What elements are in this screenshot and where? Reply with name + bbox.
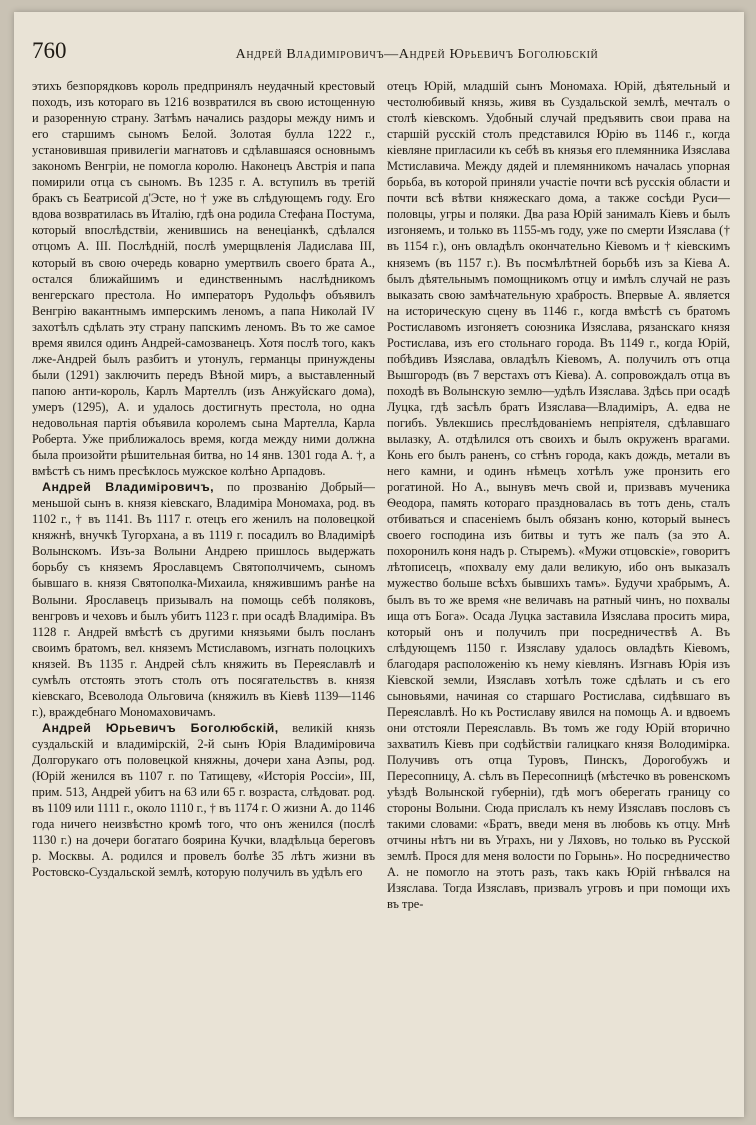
entry-headword: Андрей Юрьевичъ Боголюбскій, — [42, 720, 279, 735]
left-column — [32, 78, 375, 1109]
continued-paragraph: этихъ безпорядковъ король предпринялъ неудачный крестовый походъ, изъ котораго въ 1216 возвратился въ свою истощенную и разоренную страну. Затѣмъ начались раздоры между нимъ и его старшимъ сыномъ Белой. Золотая булла 1222 г., установившая привилегіи магнатовъ и сдѣлавшаяся основнымъ закономъ Венгріи, не помогла королю. Наконецъ Австрія и папа помирили отца съ сыномъ. Въ 1235 г. А. вступилъ въ третій бракъ съ Беатрисой д'Эсте, но † уже въ слѣдующемъ году. Его вдова возвратилась въ Италію, гдѣ она родила Стефана Постума, который впослѣдствіи, женившись на венеціанкѣ, сдѣлался отцомъ А. III. Послѣдній, послѣ умерщвленія Ладислава III, который въ свою очередь коварно умертвилъ своего брата А., остался ближайшимъ и единственнымъ наслѣдникомъ венгерскаго престола. Но императоръ Рудольфъ объявилъ Венгрію вакантнымъ имперскимъ леномъ, а папа Николай IV захотѣлъ сдѣлать эту страну папскимъ леномъ. Въ то же самое время явился одинъ Андрей-самозванецъ. Хотя послѣ того, какъ лже-Андрей былъ разбитъ и утонулъ, германцы принуждены были (1291) заключить передъ Вѣной миръ, а выставленный папою анти-король, Карлъ Мартеллъ (изъ Анжуйскаго дома), умеръ (1295), А. и удалось достигнуть престола, но одна недовольная партія объявила королемъ сына Мартелла, Карла Роберта. Уже приближалось время, когда между ними должна была произойти рѣшительная битва, но 14 янв. 1301 года А. †, а вмѣстѣ съ нимъ пресѣклось мужское колѣно Арпадовъ. — [32, 79, 375, 479]
page-number: 760 — [32, 38, 67, 63]
text-columns — [32, 78, 730, 1109]
continued-paragraph: отецъ Юрій, младшій сынъ Мономаха. Юрій, дѣятельный и честолюбивый князь, живя въ Суздальской землѣ, мечталъ о столѣ кіевскомъ. Удобный случай предъявить свои права на старшій русскій столъ представился Юрію въ 1146 г., когда кіевляне пригласили къ себѣ въ князья его племянника Изяслава Мстиславича. Между дядей и племянникомъ началась упорная борьба, въ которой приняли участіе почти всѣ русскія области и почти всѣ вѣтви княжескаго дома, а также сосѣди Руси—половцы, угры и поляки. Два раза Юрій занималъ Кіевъ и былъ изгоняемъ, и только въ 1155-мъ году, уже по смерти Изяслава († въ 1154 г.), онъ овладѣлъ окончательно Кіевомъ и † кіевскимъ княземъ (въ 1157 г.). Въ посмѣлѣтней борьбѣ изъ за Кіева А. былъ дѣятельнымъ помощникомъ отцу и имѣлъ случай не разъ выказать свою замѣчательную храбрость. Впервые А. является на историческую сцену въ 1146 г., когда вмѣстѣ съ братомъ Ростиславомъ изгоняетъ союзника Изяслава, рязанскаго князя Ростислава, изъ его стольнаго города. Въ 1149 г., когда Юрій, побѣдивъ Изяслава, овладѣлъ Кіевомъ, А. получилъ отъ отца Вышгородъ (въ 7 верстахъ отъ Кіева). А. сопровождалъ отца въ походѣ въ Волынскую землю—удѣлъ Изяслава. Здѣсь при осадѣ Луцка, гдѣ засѣлъ братъ Изяслава—Владиміръ, А. едва не погибъ. Увлекшись преслѣдованіемъ непріятеля, сдѣлавшаго вылазку, А. отдѣлился отъ своихъ и былъ окруженъ врагами. Конь его былъ раненъ, со стѣнъ города, какъ дождь, метали въ него камни, и одинъ нѣмецъ хотѣлъ уже пронзить его рогатиной. Но А., вынувъ мечъ свой и, призвавъ мученика Ѳеодора, память котораго праздновалась въ тотъ день, сталъ отбиваться и спасеніемъ былъ обязанъ коню, который вынесъ своего господина изъ битвы и тутъ же палъ (за это А. похоронилъ коня надъ р. Стыремъ). «Мужи отцовскіе», говоритъ лѣтописецъ, «похвалу ему дали великую, ибо онъ выказалъ мужество больше всѣхъ бывшихъ тамъ». Будучи храбрымъ, А. былъ въ то же время «не величавъ на ратный чинъ, но похвалы ища отъ Бога». Осада Луцка заставила Изяслава просить мира, который онъ и получилъ при посредничествѣ А. Въ слѣдующемъ 1150 г. Изяславу удалось овладѣть Кіевомъ, благодаря расположенію къ нему кіевлянъ. Изгнавъ Юрія изъ Кіевской земли, Изяславъ хотѣлъ тоже сдѣлать и съ его сыновьями, начиная со старшаго Ростислава, сидѣвшаго въ Переяславлѣ. Но къ Ростиславу явился на помощь А. и вдвоемъ они отстояли Переяславль. Въ томъ же году Юрій вторично захватилъ Кіевъ при содѣйствіи галицкаго князя Володимірка. Получивъ отъ отца Туровъ, Пинскъ, Дорогобужъ и Пересопницу, А. сѣлъ въ Пересопницѣ (мѣстечко въ ровенскомъ уѣздѣ Волынской губерніи), гдѣ могъ оберегать границу со стороны Волыни. Сюда прислалъ къ нему Изяславъ пословъ съ такими словами: «Братъ, введи меня въ любовь къ отцу. Мнѣ отчины нѣтъ ни въ Уграхъ, ни у Ляховъ, но только въ Русской землѣ. Прося для меня волости по Горынь». Но посредничество А. не помогло на этотъ разъ, такъ какъ Юрій гнѣвался на Изяслава. Тогда Изяславъ, призвалъ угровъ и при помощи ихъ въ тре- — [387, 79, 730, 912]
entry-headword: Андрей Владиміровичъ, — [42, 480, 215, 495]
right-column — [387, 78, 730, 1109]
entry-andrey-bogolyubsky — [32, 720, 375, 880]
book-page — [14, 12, 744, 1117]
running-head: Андрей Владиміровичъ—Андрей Юрьевичъ Боголюбскій — [235, 47, 599, 62]
entry-body: по прозванію Добрый—меньшой сынъ в. князя кіевскаго, Владиміра Мономаха, род. въ 1102 г., † въ 1141. Въ 1117 г. отецъ его женилъ на половецкой княжнѣ, внучкѣ Тугорхана, а въ 1119 г. посадилъ во Владимірѣ Волынскомъ. Изъ-за Волыни Андрею пришлось выдержать борьбу съ княземъ Ярославцемъ Святополчичемъ, сыномъ бывшаго в. князя Святополка-Михаила, княжившимъ ранѣе на Волыни. Ярославецъ призывалъ на помощь себѣ поляковъ, венгровъ и чеховъ и былъ убитъ 1123 г. при осадѣ Владиміра. Въ 1128 г. Андрей вмѣстѣ съ другими князьями былъ посланъ своимъ братомъ, вел. княземъ Мстиславомъ, изгнать полоцкихъ князей. Въ 1135 г. Андрей сѣлъ княжить въ Переяславлѣ и сумѣлъ отстоять этотъ столъ отъ посягательствъ в. князя кіевскаго, Всеволода Ольговича (княжилъ въ Кіевѣ 1139—1146 г.), враждебнаго Мономаховичамъ. — [32, 480, 375, 719]
entry-andrey-vladimirovich — [32, 479, 375, 720]
page-header — [32, 38, 730, 66]
entry-body: великій князь суздальскій и владимірскій, 2-й сынъ Юрія Владиміровича Долгорукаго отъ половецкой княжны, дочери хана Аэпы, род. (Юрій женился въ 1107 г. по Татищеву, «Исторія Россіи», III, прим. 513, Андрей убитъ на 63 или 65 г. возраста, слѣдоват. род. въ 1109 или 1111 г., около 1110 г., † въ 1174 г. О жизни А. до 1146 года ничего неизвѣстно кромѣ того, что онъ женился (послѣ 1130 г.) на дочери богатаго боярина Кучки, владѣльца береговъ р. Москвы. А. родился и провелъ болѣе 35 лѣтъ жизни въ Ростовско-Суздальской землѣ, которую получилъ въ удѣлъ его — [32, 720, 375, 880]
